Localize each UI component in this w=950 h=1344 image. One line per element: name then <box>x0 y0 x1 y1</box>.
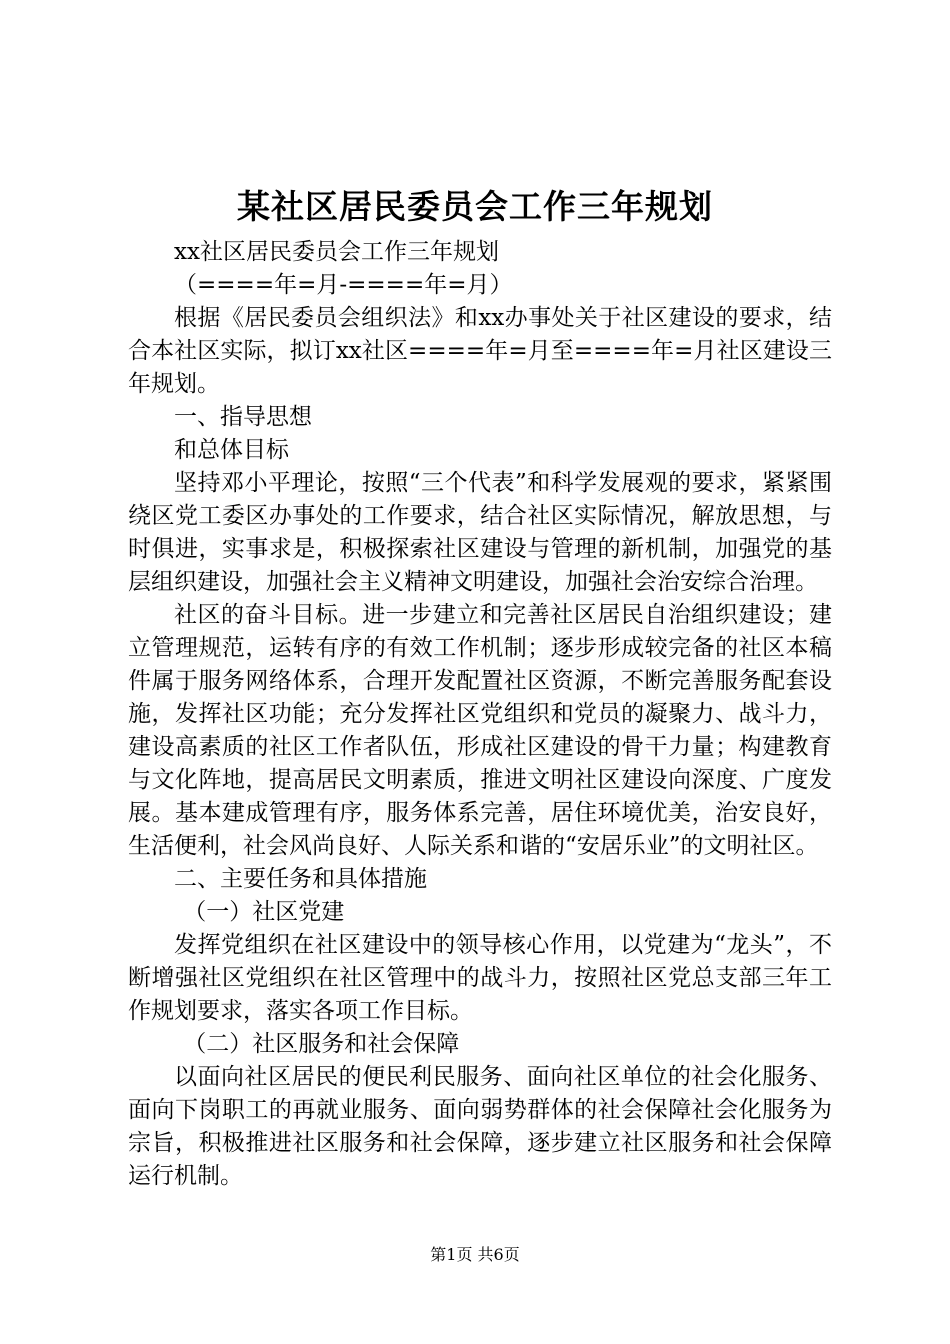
subheading-services: （二）社区服务和社会保障 <box>183 1031 460 1057</box>
subheading-party-building: （一）社区党建 <box>183 899 345 925</box>
date-range-line: （====年=月-====年=月） <box>174 272 513 298</box>
intro-paragraph: 根据《居民委员会组织法》和xx办事处关于社区建设的要求，结合本社区实际，拟订xx社区====年=月至====年=月社区建设三年规划。 <box>128 305 832 397</box>
document-body <box>128 236 832 1193</box>
section-heading-guiding: 一、指导思想 <box>174 404 312 430</box>
page-footer: 第1页 共6页 <box>430 1245 520 1264</box>
services-paragraph: 以面向社区居民的便民利民服务、面向社区单位的社会化服务、面向下岗职工的再就业服务、面向弱势群体的社会保障社会化服务为宗旨，积极推进社区服务和社会保障，逐步建立社区服务和社会保障运行机制。 <box>128 1064 832 1189</box>
guiding-paragraph: 坚持邓小平理论，按照“三个代表”和科学发展观的要求，紧紧围绕区党工委区办事处的工作要求，结合社区实际情况，解放思想，与时俱进，实事求是，积极探索社区建设与管理的新机制，加强党的基层组织建设，加强社会主义精神文明建设，加强社会治安综合治理。 <box>128 470 832 595</box>
section-heading-goals: 和总体目标 <box>174 437 289 463</box>
party-building-paragraph: 发挥党组织在社区建设中的领导核心作用，以党建为“龙头”，不断增强社区党组织在社区管理中的战斗力，按照社区党总支部三年工作规划要求，落实各项工作目标。 <box>128 932 832 1024</box>
goals-paragraph: 社区的奋斗目标。进一步建立和完善社区居民自治组织建设；建立管理规范，运转有序的有效工作机制；逐步形成较完备的社区本稿件属于服务网络体系，合理开发配置社区资源，不断完善服务配套设施，发挥社区功能；充分发挥社区党组织和党员的凝聚力、战斗力，建设高素质的社区工作者队伍，形成社区建设的骨干力量；构建教育与文化阵地，提高居民文明素质，推进文明社区建设向深度、广度发展。基本建成管理有序，服务体系完善，居住环境优美，治安良好，生活便利，社会风尚良好、人际关系和谐的“安居乐业”的文明社区。 <box>128 602 832 859</box>
section-heading-tasks: 二、主要任务和具体措施 <box>174 866 427 892</box>
subtitle-line: xx社区居民委员会工作三年规划 <box>174 239 499 265</box>
document-title: 某社区居民委员会工作三年规划 <box>237 187 713 226</box>
